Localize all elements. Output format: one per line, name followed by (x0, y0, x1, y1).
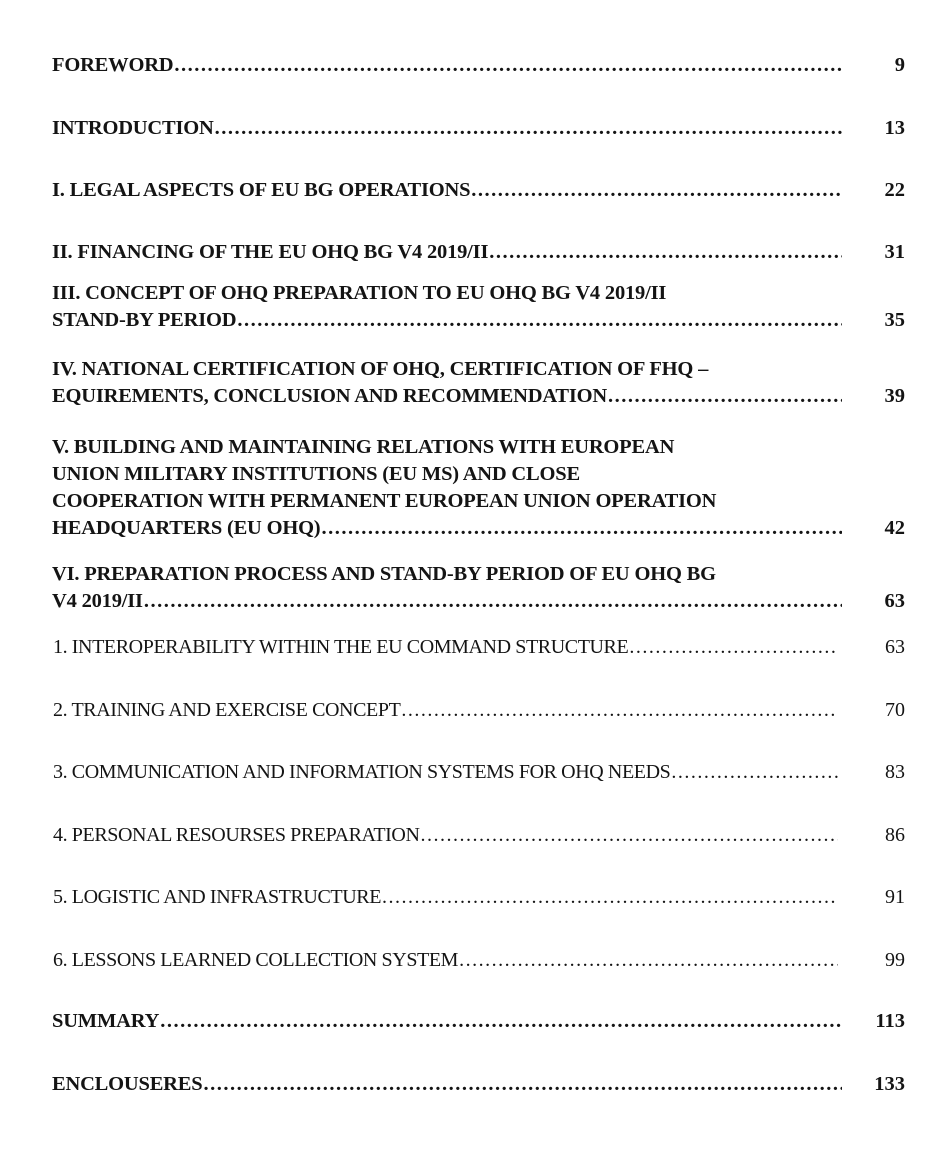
toc-page-number: 99 (885, 949, 905, 971)
dot-leader (421, 822, 838, 849)
toc-entry (52, 239, 842, 266)
toc-page-number: 91 (885, 886, 905, 908)
dot-leader (489, 239, 842, 266)
dot-leader (459, 947, 838, 974)
toc-entry (52, 356, 842, 410)
toc-page-number: 63 (884, 590, 905, 612)
toc-page-number: 42 (884, 517, 905, 539)
dot-leader (215, 115, 842, 142)
toc-page-number: 39 (884, 385, 905, 407)
toc-page-number: 13 (884, 117, 905, 139)
toc-entry-title-line: 4. PERSONAL RESOURSES PREPARATION (53, 824, 420, 846)
dot-leader (671, 759, 838, 786)
toc-entry-title-line: 3. COMMUNICATION AND INFORMATION SYSTEMS FOR OHQ NEEDS (53, 761, 671, 783)
toc-page-number: 83 (885, 761, 905, 783)
toc-page-number: 9 (894, 54, 905, 76)
toc-entry-title-line: IV. NATIONAL CERTIFICATION OF OHQ, CERTIFICATION OF FHQ – (52, 358, 709, 380)
toc-entry-title-line: UNION MILITARY INSTITUTIONS (EU MS) AND CLOSE (52, 463, 580, 485)
dot-leader (144, 588, 842, 615)
toc-entry-title-line: FOREWORD (52, 54, 174, 76)
dot-leader (203, 1071, 842, 1098)
toc-page-number: 133 (874, 1073, 905, 1095)
toc-entry-title-line: II. FINANCING OF THE EU OHQ BG V4 2019/II (52, 241, 489, 263)
toc-entry (52, 177, 842, 204)
toc-entry-title-line: STAND-BY PERIOD (52, 309, 237, 331)
toc-entry-title-line: 1. INTEROPERABILITY WITHIN THE EU COMMAND STRUCTURE (53, 636, 629, 658)
toc-page-number: 63 (885, 636, 905, 658)
toc-entry-title-line: INTRODUCTION (52, 117, 214, 139)
toc-entry (52, 1008, 842, 1035)
toc-entry (53, 884, 838, 911)
toc-entry-title-line: VI. PREPARATION PROCESS AND STAND-BY PERIOD OF EU OHQ BG (52, 563, 716, 585)
toc-entry-title-line: COOPERATION WITH PERMANENT EUROPEAN UNION OPERATION (52, 490, 717, 512)
toc-entry-title-line: SUMMARY (52, 1010, 160, 1032)
toc-page-number: 35 (884, 309, 905, 331)
toc-entry-title-line: 6. LESSONS LEARNED COLLECTION SYSTEM (53, 949, 459, 971)
toc-entry-title-line: 2. TRAINING AND EXERCISE CONCEPT (53, 699, 401, 721)
toc-entry (53, 822, 838, 849)
dot-leader (629, 634, 838, 661)
toc-page-number: 22 (884, 179, 905, 201)
toc-entry (52, 52, 842, 79)
dot-leader (382, 884, 838, 911)
toc-entry-title-line: I. LEGAL ASPECTS OF EU BG OPERATIONS (52, 179, 471, 201)
dot-leader (608, 383, 842, 410)
dot-leader (401, 697, 838, 724)
toc-entry-title-line: V4 2019/II (52, 590, 143, 612)
toc-entry-title-line: EQUIREMENTS, CONCLUSION AND RECOMMENDATION (52, 385, 608, 407)
dot-leader (160, 1008, 842, 1035)
toc-entry (53, 759, 838, 786)
toc-page-number: 31 (884, 241, 905, 263)
dot-leader (237, 307, 842, 334)
dot-leader (174, 52, 842, 79)
toc-entry (52, 1071, 842, 1098)
toc-entry-title-line: 5. LOGISTIC AND INFRASTRUCTURE (53, 886, 382, 908)
toc-entry (52, 280, 842, 334)
toc-entry (53, 697, 838, 724)
toc-page-number: 113 (875, 1010, 905, 1032)
toc-entry-title-line: V. BUILDING AND MAINTAINING RELATIONS WITH EUROPEAN (52, 436, 675, 458)
toc-page-number: 70 (885, 699, 905, 721)
toc-entry (53, 947, 838, 974)
toc-entry-title-line: III. CONCEPT OF OHQ PREPARATION TO EU OHQ BG V4 2019/II (52, 282, 667, 304)
dot-leader (471, 177, 842, 204)
toc-entry (52, 434, 842, 542)
toc-entry (52, 561, 842, 615)
toc-entry (52, 115, 842, 142)
toc-entry (53, 634, 838, 661)
toc-entry-title-line: HEADQUARTERS (EU OHQ) (52, 517, 321, 539)
dot-leader (321, 515, 842, 542)
toc-entry-title-line: ENCLOUSERES (52, 1073, 203, 1095)
toc-page-number: 86 (885, 824, 905, 846)
